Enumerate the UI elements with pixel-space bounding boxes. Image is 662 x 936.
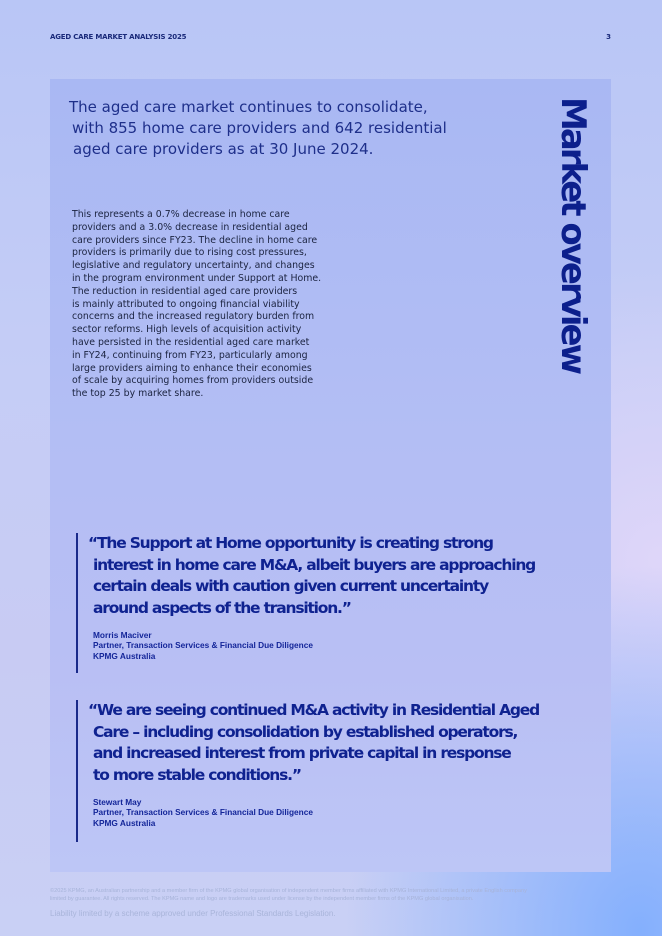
intro-heading — [69, 97, 449, 160]
attribution-org: KPMG Australia — [93, 650, 156, 661]
quote-line: “We are seeing continued M&A activity in Residential Aged — [88, 701, 540, 719]
quote-line: certain deals with caution given current uncertainty — [93, 577, 488, 596]
body-line: in the program environment under Support at Home. — [72, 272, 322, 284]
body-line: The reduction in residential aged care providers — [72, 285, 298, 297]
quote-attribution — [88, 630, 478, 662]
quote-attribution — [88, 797, 478, 829]
body-line: in FY24, continuing from FY23, particularly among — [72, 349, 308, 361]
attribution-org: KPMG Australia — [93, 817, 156, 828]
copyright-line: ©2025 KPMG, an Australian partnership and a member firm of the KPMG global organisation of independent member firms affiliated with KPMG International Limited, a private English company — [50, 888, 527, 894]
quote-line: and increased interest from private capital in response — [93, 744, 511, 763]
body-line: large providers aiming to enhance their economies — [72, 362, 312, 374]
quote-text — [88, 700, 540, 787]
body-line: care providers since FY23. The decline in home care — [72, 234, 318, 246]
body-line: of scale by acquiring homes from providers outside — [72, 375, 314, 387]
copyright-line: limited by guarantee. All rights reserved. The KPMG name and logo are trademarks used under license by the independent member firms of the KPMG global organisation. — [50, 896, 474, 902]
attribution-name: Stewart May — [93, 796, 142, 807]
body-paragraph — [72, 209, 330, 401]
copyright-notice — [50, 887, 620, 903]
attribution-role: Partner, Transaction Services & Financial Due Diligence — [93, 807, 313, 818]
quote-line: “The Support at Home opportunity is creating strong — [88, 534, 493, 552]
quote-line: around aspects of the transition.” — [93, 599, 351, 618]
body-line: have persisted in the residential aged care market — [72, 336, 310, 348]
body-line: the top 25 by market share. — [72, 388, 204, 400]
body-line: concerns and the increased regulatory burden from — [72, 311, 315, 323]
body-line: providers and a 3.0% decrease in residential aged — [72, 221, 308, 233]
report-title: AGED CARE MARKET ANALYSIS 2025 — [50, 33, 187, 41]
quote-line: interest in home care M&A, albeit buyers are approaching — [93, 555, 536, 574]
body-line: sector reforms. High levels of acquisition activity — [72, 324, 302, 336]
attribution-role: Partner, Transaction Services & Financial Due Diligence — [93, 640, 313, 651]
intro-line: The aged care market continues to consolidate, — [69, 98, 428, 116]
liability-notice: Liability limited by a scheme approved under Professional Standards Legislation. — [50, 909, 336, 918]
pull-quote — [76, 533, 536, 673]
quote-line: Care – including consolidation by established operators, — [93, 722, 518, 741]
body-line: is mainly attributed to ongoing financial viability — [72, 298, 300, 310]
page-number: 3 — [606, 33, 611, 41]
quote-text — [88, 533, 536, 620]
body-line: providers is primarily due to rising cost pressures, — [72, 247, 307, 259]
intro-line: with 855 home care providers and 642 residential — [72, 119, 447, 137]
body-line: legislative and regulatory uncertainty, and changes — [72, 260, 315, 272]
intro-line: aged care providers as at 30 June 2024. — [73, 140, 374, 158]
pull-quote — [76, 700, 540, 842]
quote-line: to more stable conditions.” — [93, 766, 301, 785]
section-title: Market overview — [553, 97, 593, 373]
body-line: This represents a 0.7% decrease in home care — [72, 209, 290, 220]
attribution-name: Morris Maciver — [93, 629, 152, 640]
